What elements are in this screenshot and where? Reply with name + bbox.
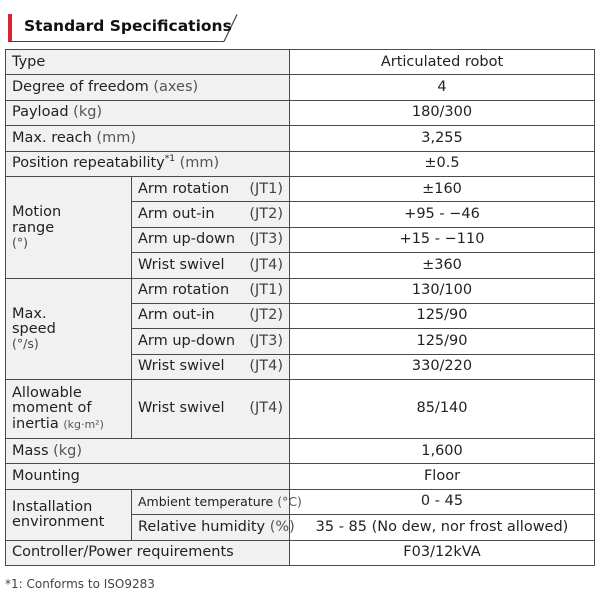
sub-label: Wrist swivel (JT4) <box>132 253 290 278</box>
sub-label: Arm up-down (JT3) <box>132 329 290 354</box>
group-label-motion-range: Motion range (°) <box>6 176 132 278</box>
group-label-environment: Installation environment <box>6 489 132 540</box>
sub-label: Arm out-in (JT2) <box>132 303 290 328</box>
row-value: ±160 <box>290 176 595 201</box>
row-label: Mass (kg) <box>6 439 290 464</box>
footnote-text: : Conforms to ISO9283 <box>18 577 155 591</box>
footnote-mark: *1 <box>164 154 176 165</box>
table-row <box>6 439 595 464</box>
row-value: F03/12kVA <box>290 540 595 565</box>
row-value: 330/220 <box>290 354 595 379</box>
row-value: 4 <box>290 75 595 100</box>
spec-table <box>5 49 595 566</box>
sub-label: Arm rotation (JT1) <box>132 278 290 303</box>
row-value: +95 - −46 <box>290 202 595 227</box>
sub-label: Arm rotation (JT1) <box>132 176 290 201</box>
heading-accent-bar <box>8 14 12 42</box>
table-row <box>6 380 595 439</box>
table-row <box>6 100 595 125</box>
table-row <box>6 50 595 75</box>
row-value: ±0.5 <box>290 151 595 176</box>
row-label: Type <box>6 50 290 75</box>
table-row <box>6 489 595 514</box>
row-label: Mounting <box>6 464 290 489</box>
sub-label: Arm out-in (JT2) <box>132 202 290 227</box>
row-value: 85/140 <box>290 380 595 439</box>
sub-label: Ambient temperature (°C) <box>132 489 290 514</box>
sub-label: Arm up-down (JT3) <box>132 227 290 252</box>
row-value: 180/300 <box>290 100 595 125</box>
table-row <box>6 126 595 151</box>
sub-label: Wrist swivel (JT4) <box>132 354 290 379</box>
row-value: 130/100 <box>290 278 595 303</box>
row-value: 35 - 85 (No dew, nor frost allowed) <box>290 515 595 540</box>
row-label: Position repeatability$^{*1}$ (mm) <box>6 151 290 176</box>
table-row <box>6 75 595 100</box>
row-value: 125/90 <box>290 303 595 328</box>
row-value: 1,600 <box>290 439 595 464</box>
row-label: Degree of freedom (axes) <box>6 75 290 100</box>
footnote-mark: *1 <box>5 577 19 591</box>
table-row <box>6 151 595 176</box>
section-heading <box>8 14 240 42</box>
table-row <box>6 464 595 489</box>
sub-label: Relative humidity (%) <box>132 515 290 540</box>
table-row <box>6 278 595 303</box>
page-title: Standard Specifications <box>24 17 232 35</box>
footnote <box>5 577 155 591</box>
row-label: Payload (kg) <box>6 100 290 125</box>
row-value: 125/90 <box>290 329 595 354</box>
table-row <box>6 540 595 565</box>
group-label-max-speed: Max. speed (°/s) <box>6 278 132 380</box>
row-value: Floor <box>290 464 595 489</box>
row-value: 0 - 45 <box>290 489 595 514</box>
row-value: Articulated robot <box>290 50 595 75</box>
row-value: 3,255 <box>290 126 595 151</box>
group-label-inertia: Allowable moment of inertia (kg·m²) <box>6 380 132 439</box>
sub-label: Wrist swivel (JT4) <box>132 380 290 439</box>
row-label: Max. reach (mm) <box>6 126 290 151</box>
row-value: +15 - −110 <box>290 227 595 252</box>
row-value: ±360 <box>290 253 595 278</box>
row-label: Controller/Power requirements <box>6 540 290 565</box>
table-row <box>6 176 595 201</box>
